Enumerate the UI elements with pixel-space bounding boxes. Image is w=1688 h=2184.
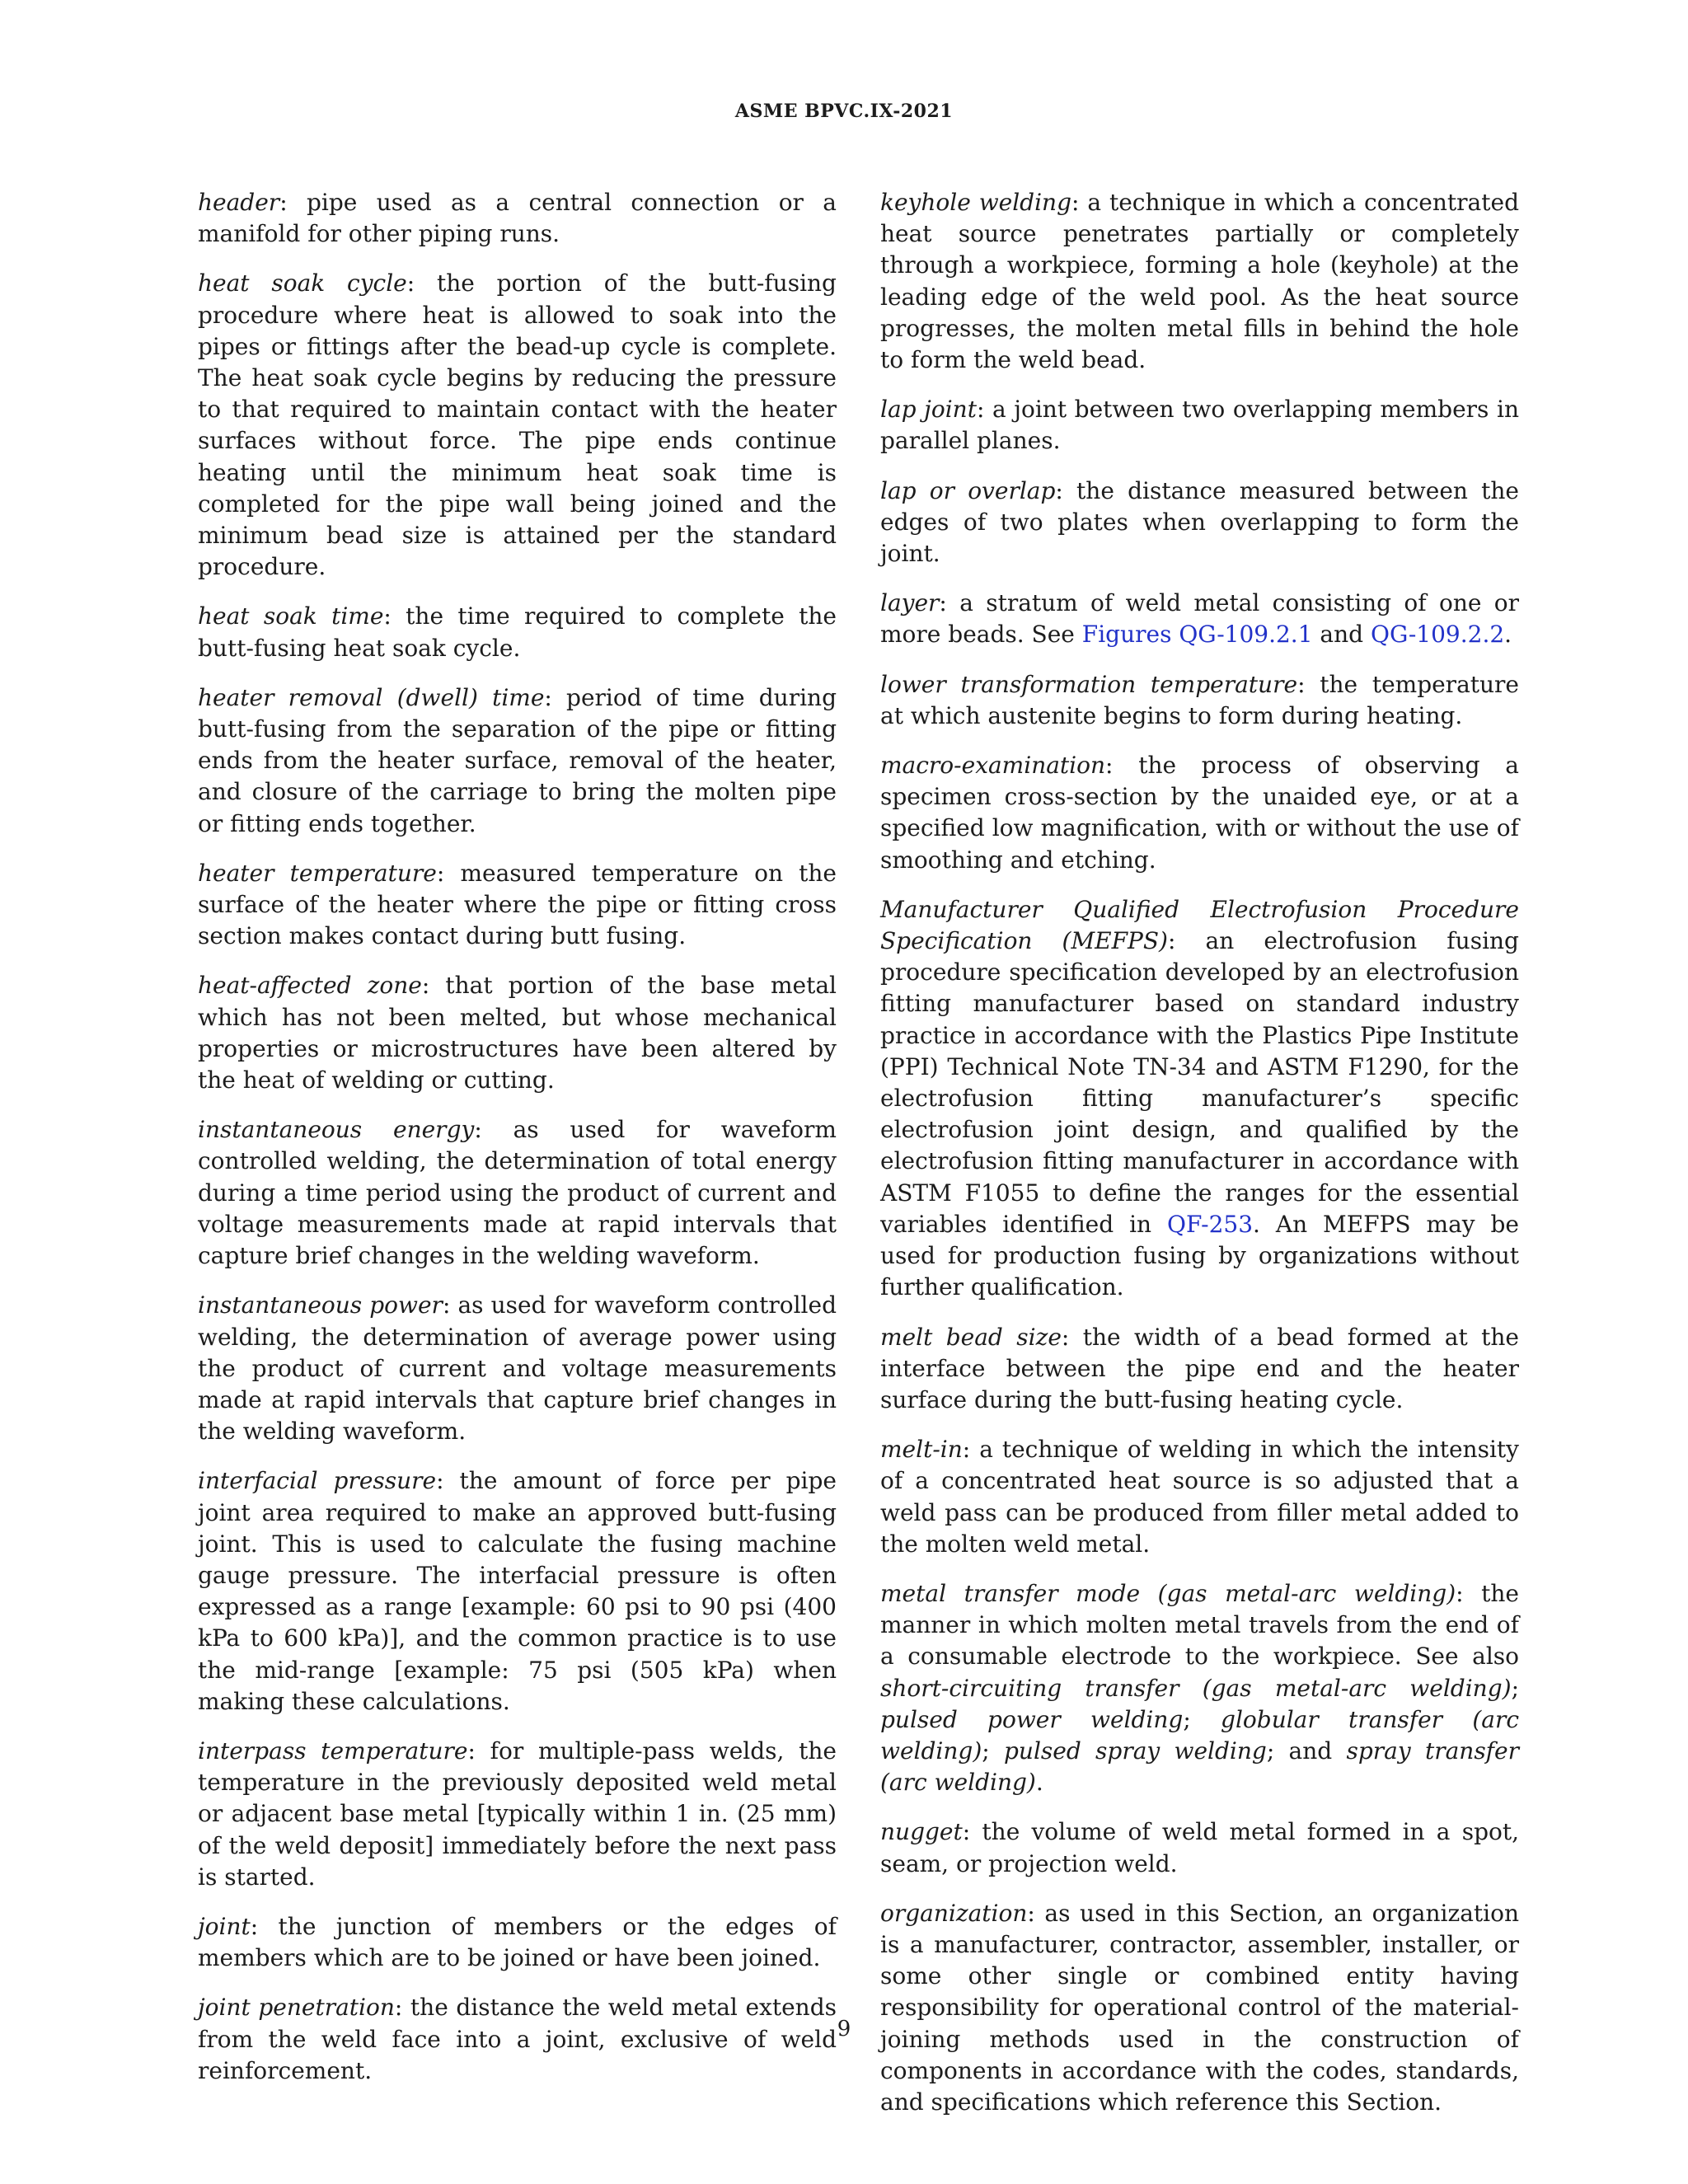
definition-term: melt-in — [880, 1436, 963, 1464]
cross-reference-term: pulsed power welding — [880, 1705, 1184, 1733]
definition-term: instantaneous power — [198, 1291, 443, 1319]
definition-entry: instantaneous energy: as used for waveform controlled welding, the determination of total energy during a time period using the product of current and voltage measurements made at rapid intervals that capture brief changes in the welding waveform. — [198, 1116, 837, 1270]
figure-link-qg-109-2-2[interactable]: QG-109.2.2 — [1370, 621, 1505, 649]
definition-text: the manner in which molten metal travels from the end of a consumable electrode to the workpiece. See also — [880, 1579, 1519, 1671]
definition-term: lap or overlap — [880, 476, 1056, 504]
definition-entry: header: pipe used as a central connection or a manifold for other piping runs. — [198, 189, 837, 248]
definition-entry: lap or overlap: the distance measured between the edges of two plates when overlapping to form the joint. — [880, 476, 1519, 568]
definition-entry: joint: the junction of members or the edges of members which are to be joined or have been joined. — [198, 1912, 837, 1972]
definition-term: instantaneous energy — [198, 1116, 475, 1144]
definition-text: period of time during butt-fusing from the separation of the pipe or fitting ends from the heater surface, removal of the heater, and closure of the carriage to bring the molten pipe or fitting ends together. — [198, 683, 837, 837]
definition-text: an electrofusion fusing procedure specification developed by an electrofusion fitting manufacturer based on standard industry practice in accordance with the Plastics Pipe Institute (PPI) Technical Note TN-34 and ASTM F1290, for the electrofusion fitting manufacturer’s specific electrofusion joint design, and qualified by the electrofusion fitting manufacturer in accordance with ASTM F1055 to define the ranges for the essential variables identified in — [880, 927, 1519, 1238]
cross-reference-term: spray transfer (arc welding) — [880, 1736, 1520, 1797]
definition-text: as used for waveform controlled welding, the determination of total energy during a time period using the product of current and voltage measurements made at rapid intervals that capture brief changes in the welding waveform. — [198, 1116, 837, 1270]
definition-text: the distance measured between the edges of two plates when overlapping to form the joint. — [880, 476, 1519, 568]
definition-entry: heat-affected zone: that portion of the base metal which has not been melted, but whose mechanical properties or microstructures have been altered by the heat of welding or cutting. — [198, 972, 837, 1094]
definition-entry: lap joint: a joint between two overlapping members in parallel planes. — [880, 396, 1519, 455]
definition-entry: layer: a stratum of weld metal consisting of one or more beads. See Figures QG-109.2.1 and QG-109.2.2. — [880, 589, 1519, 649]
definition-text: measured temperature on the surface of the heater where the pipe or fitting cross section makes contact during butt fusing. — [198, 859, 837, 950]
definition-text: a stratum of weld metal consisting of one or more beads. See — [880, 589, 1519, 649]
definition-text: pipe used as a central connection or a manifold for other piping runs. — [198, 189, 837, 248]
definition-term: lower transformation temperature — [880, 670, 1298, 698]
definition-entry: Manufacturer Qualified Electrofusion Procedure Specification (MEFPS): an electrofusion fusing procedure specification developed by an electrofusion fitting manufacturer based on standard industry practice in accordance with the Plastics Pipe Institute (PPI) Technical Note TN-34 and ASTM F1290, for the electrofusion fitting manufacturer’s specific electrofusion joint design, and qualified by the electrofusion fitting manufacturer in accordance with ASTM F1055 to define the ranges for the essential variables identified in QF-253. An MEFPS may be used for production fusing by organizations without further qualification. — [880, 895, 1520, 1301]
definition-text: the width of a bead formed at the interface between the pipe end and the heater surface during the butt-fusing heating cycle. — [880, 1323, 1519, 1413]
definition-entry: melt bead size: the width of a bead formed at the interface between the pipe end and the heater surface during the butt-fusing heating cycle. — [880, 1323, 1519, 1413]
definition-entry: organization: as used in this Section, an organization is a manufacturer, contractor, assembler, installer, or some other single or combined entity having responsibility for operational control of the material-joining methods used in the construction of components in accordance with the codes, standards, and specifications which reference this Section. — [880, 1899, 1519, 2116]
definition-term: metal transfer mode (gas metal-arc welding) — [880, 1579, 1456, 1607]
definition-term: heat-affected zone — [198, 972, 422, 1000]
definition-entry: heater temperature: measured temperature on the surface of the heater where the pipe or fitting cross section makes contact during butt fusing. — [198, 859, 837, 950]
definition-text: the amount of force per pipe joint area required to make an approved butt-fusing joint. This is used to calculate the fusing machine gauge pressure. The interfacial pressure is often expressed as a range [example: 60 psi to 90 psi (400 kPa to 600 kPa)], and the common practice is to use the mid-range [example: 75 psi (505 kPa) when making these calculations. — [198, 1467, 837, 1715]
definition-text: the distance the weld metal extends from the weld face into a joint, exclusive of weld reinforcement. — [198, 1994, 837, 2084]
definition-text: for multiple-pass welds, the temperature in the previously deposited weld metal or adjacent base metal [typically within 1 in. (25 mm) of the weld deposit] immediately before the next pass is started. — [198, 1736, 837, 1891]
definition-entry: heat soak cycle: the portion of the butt-fusing procedure where heat is allowed to soak into the pipes or fittings after the bead-up cycle is complete. The heat soak cycle begins by reducing the pressure to that required to maintain contact with the heater surfaces without force. The pipe ends continue heating until the minimum heat soak time is completed for the pipe wall being joined and the minimum bead size is attained per the standard procedure. — [198, 269, 837, 581]
definition-term: nugget — [880, 1818, 963, 1846]
page-number: 9 — [837, 2017, 851, 2041]
definition-entry: lower transformation temperature: the temperature at which austenite begins to form during heating. — [880, 670, 1519, 729]
definition-text: the process of observing a specimen cross-section by the unaided eye, or at a specified low magnification, with or without the use of smoothing and etching. — [880, 752, 1519, 874]
definition-term: melt bead size — [880, 1323, 1062, 1351]
definition-entry: heat soak time: the time required to complete the butt-fusing heat soak cycle. — [198, 602, 837, 662]
definition-term: interfacial pressure — [198, 1467, 437, 1495]
definition-term: interpass temperature — [198, 1736, 468, 1765]
definition-text: a joint between two overlapping members in parallel planes. — [880, 396, 1519, 455]
definition-entry: nugget: the volume of weld metal formed in a spot, seam, or projection weld. — [880, 1818, 1520, 1877]
cross-reference-term: pulsed spray welding — [1003, 1736, 1267, 1765]
definition-entry: metal transfer mode (gas metal-arc welding): the manner in which molten metal travels from the end of a consumable electrode to the workpiece. See also short-circuiting transfer (gas metal-arc welding); pulsed power welding; globular transfer (arc welding); pulsed spray welding; and spray transfer (arc welding). — [880, 1579, 1520, 1797]
definition-text: the portion of the butt-fusing procedure where heat is allowed to soak into the pipes or fittings after the bead-up cycle is complete. The heat soak cycle begins by reducing the pressure to that required to maintain contact with the heater surfaces without force. The pipe ends continue heating until the minimum heat soak time is completed for the pipe wall being joined and the minimum bead size is attained per the standard procedure. — [198, 269, 837, 581]
definition-text: that portion of the base metal which has not been melted, but whose mechanical properties or microstructures have been altered by the heat of welding or cutting. — [198, 972, 837, 1094]
definition-text: the volume of weld metal formed in a spot, seam, or projection weld. — [880, 1818, 1520, 1877]
definition-text: as used in this Section, an organization is a manufacturer, contractor, assembler, installer, or some other single or combined entity having responsibility for operational control of the material-joining methods used in the construction of components in accordance with the codes, standards, and specifications which reference this Section. — [880, 1899, 1519, 2116]
definition-term: joint — [198, 1912, 251, 1940]
definition-term: lap joint — [880, 396, 977, 424]
definition-term: keyhole welding — [880, 189, 1072, 216]
definition-term: heater removal (dwell) time — [198, 683, 545, 711]
definition-term: header — [198, 189, 280, 216]
definition-term: organization — [880, 1899, 1028, 1927]
definition-term: joint penetration — [198, 1994, 395, 2022]
definition-term: heater temperature — [198, 859, 437, 887]
definition-text: the junction of members or the edges of members which are to be joined or have been joined. — [198, 1912, 837, 1972]
figure-link-qg-109-2-1[interactable]: Figures QG-109.2.1 — [1081, 621, 1313, 649]
definition-term: heat soak time — [198, 602, 384, 630]
definition-text: the time required to complete the butt-fusing heat soak cycle. — [198, 602, 837, 662]
definition-term: layer — [880, 589, 940, 617]
definition-text: a technique in which a concentrated heat source penetrates partially or completely through a workpiece, forming a hole (keyhole) at the leading edge of the weld pool. As the heat source progresses, the molten metal fills in behind the hole to form the weld bead. — [880, 189, 1519, 374]
left-column — [198, 187, 837, 2105]
definition-entry: macro-examination: the process of observing a specimen cross-section by the unaided eye, or at a specified low magnification, with or without the use of smoothing and etching. — [880, 752, 1519, 874]
definition-entry: interfacial pressure: the amount of force per pipe joint area required to make an approved butt-fusing joint. This is used to calculate the fusing machine gauge pressure. The interfacial pressure is often expressed as a range [example: 60 psi to 90 psi (400 kPa to 600 kPa)], and the common practice is to use the mid-range [example: 75 psi (505 kPa) when making these calculations. — [198, 1467, 837, 1715]
definition-entry: melt-in: a technique of welding in which the intensity of a concentrated heat source is so adjusted that a weld pass can be produced from filler metal added to the molten weld metal. — [880, 1436, 1519, 1558]
definition-entry: joint penetration: the distance the weld metal extends from the weld face into a joint, exclusive of weld reinforcement. — [198, 1994, 837, 2084]
right-column — [880, 187, 1519, 2136]
definition-text: a technique of welding in which the intensity of a concentrated heat source is so adjusted that a weld pass can be produced from filler metal added to the molten weld metal. — [880, 1436, 1519, 1558]
cross-reference-term: short-circuiting transfer (gas metal-arc welding) — [880, 1674, 1512, 1702]
definition-term: heat soak cycle — [198, 269, 407, 298]
definition-text: as used for waveform controlled welding, the determination of average power using the product of current and voltage measurements made at rapid intervals that capture brief changes in the welding waveform. — [198, 1291, 837, 1446]
definition-entry: interpass temperature: for multiple-pass welds, the temperature in the previously deposited weld metal or adjacent base metal [typically within 1 in. (25 mm) of the weld deposit] immediately before the next pass is started. — [198, 1736, 837, 1891]
definition-text: the temperature at which austenite begins to form during heating. — [880, 670, 1519, 729]
definition-entry: heater removal (dwell) time: period of time during butt-fusing from the separation of the pipe or fitting ends from the heater surface, removal of the heater, and closure of the carriage to bring the molten pipe or fitting ends together. — [198, 683, 837, 837]
section-link-qf-253[interactable]: QF-253 — [1167, 1210, 1254, 1238]
running-header: ASME BPVC.IX-2021 — [734, 101, 954, 122]
definition-term: Manufacturer Qualified Electrofusion Procedure Specification (MEFPS) — [880, 895, 1519, 955]
definition-entry: keyhole welding: a technique in which a concentrated heat source penetrates partially or completely through a workpiece, forming a hole (keyhole) at the leading edge of the weld pool. As the heat source progresses, the molten metal fills in behind the hole to form the weld bead. — [880, 189, 1519, 374]
definition-term: macro-examination — [880, 752, 1106, 780]
definition-entry: instantaneous power: as used for waveform controlled welding, the determination of average power using the product of current and voltage measurements made at rapid intervals that capture brief changes in the welding waveform. — [198, 1291, 837, 1446]
cross-reference-term: globular transfer (arc welding) — [880, 1705, 1520, 1765]
